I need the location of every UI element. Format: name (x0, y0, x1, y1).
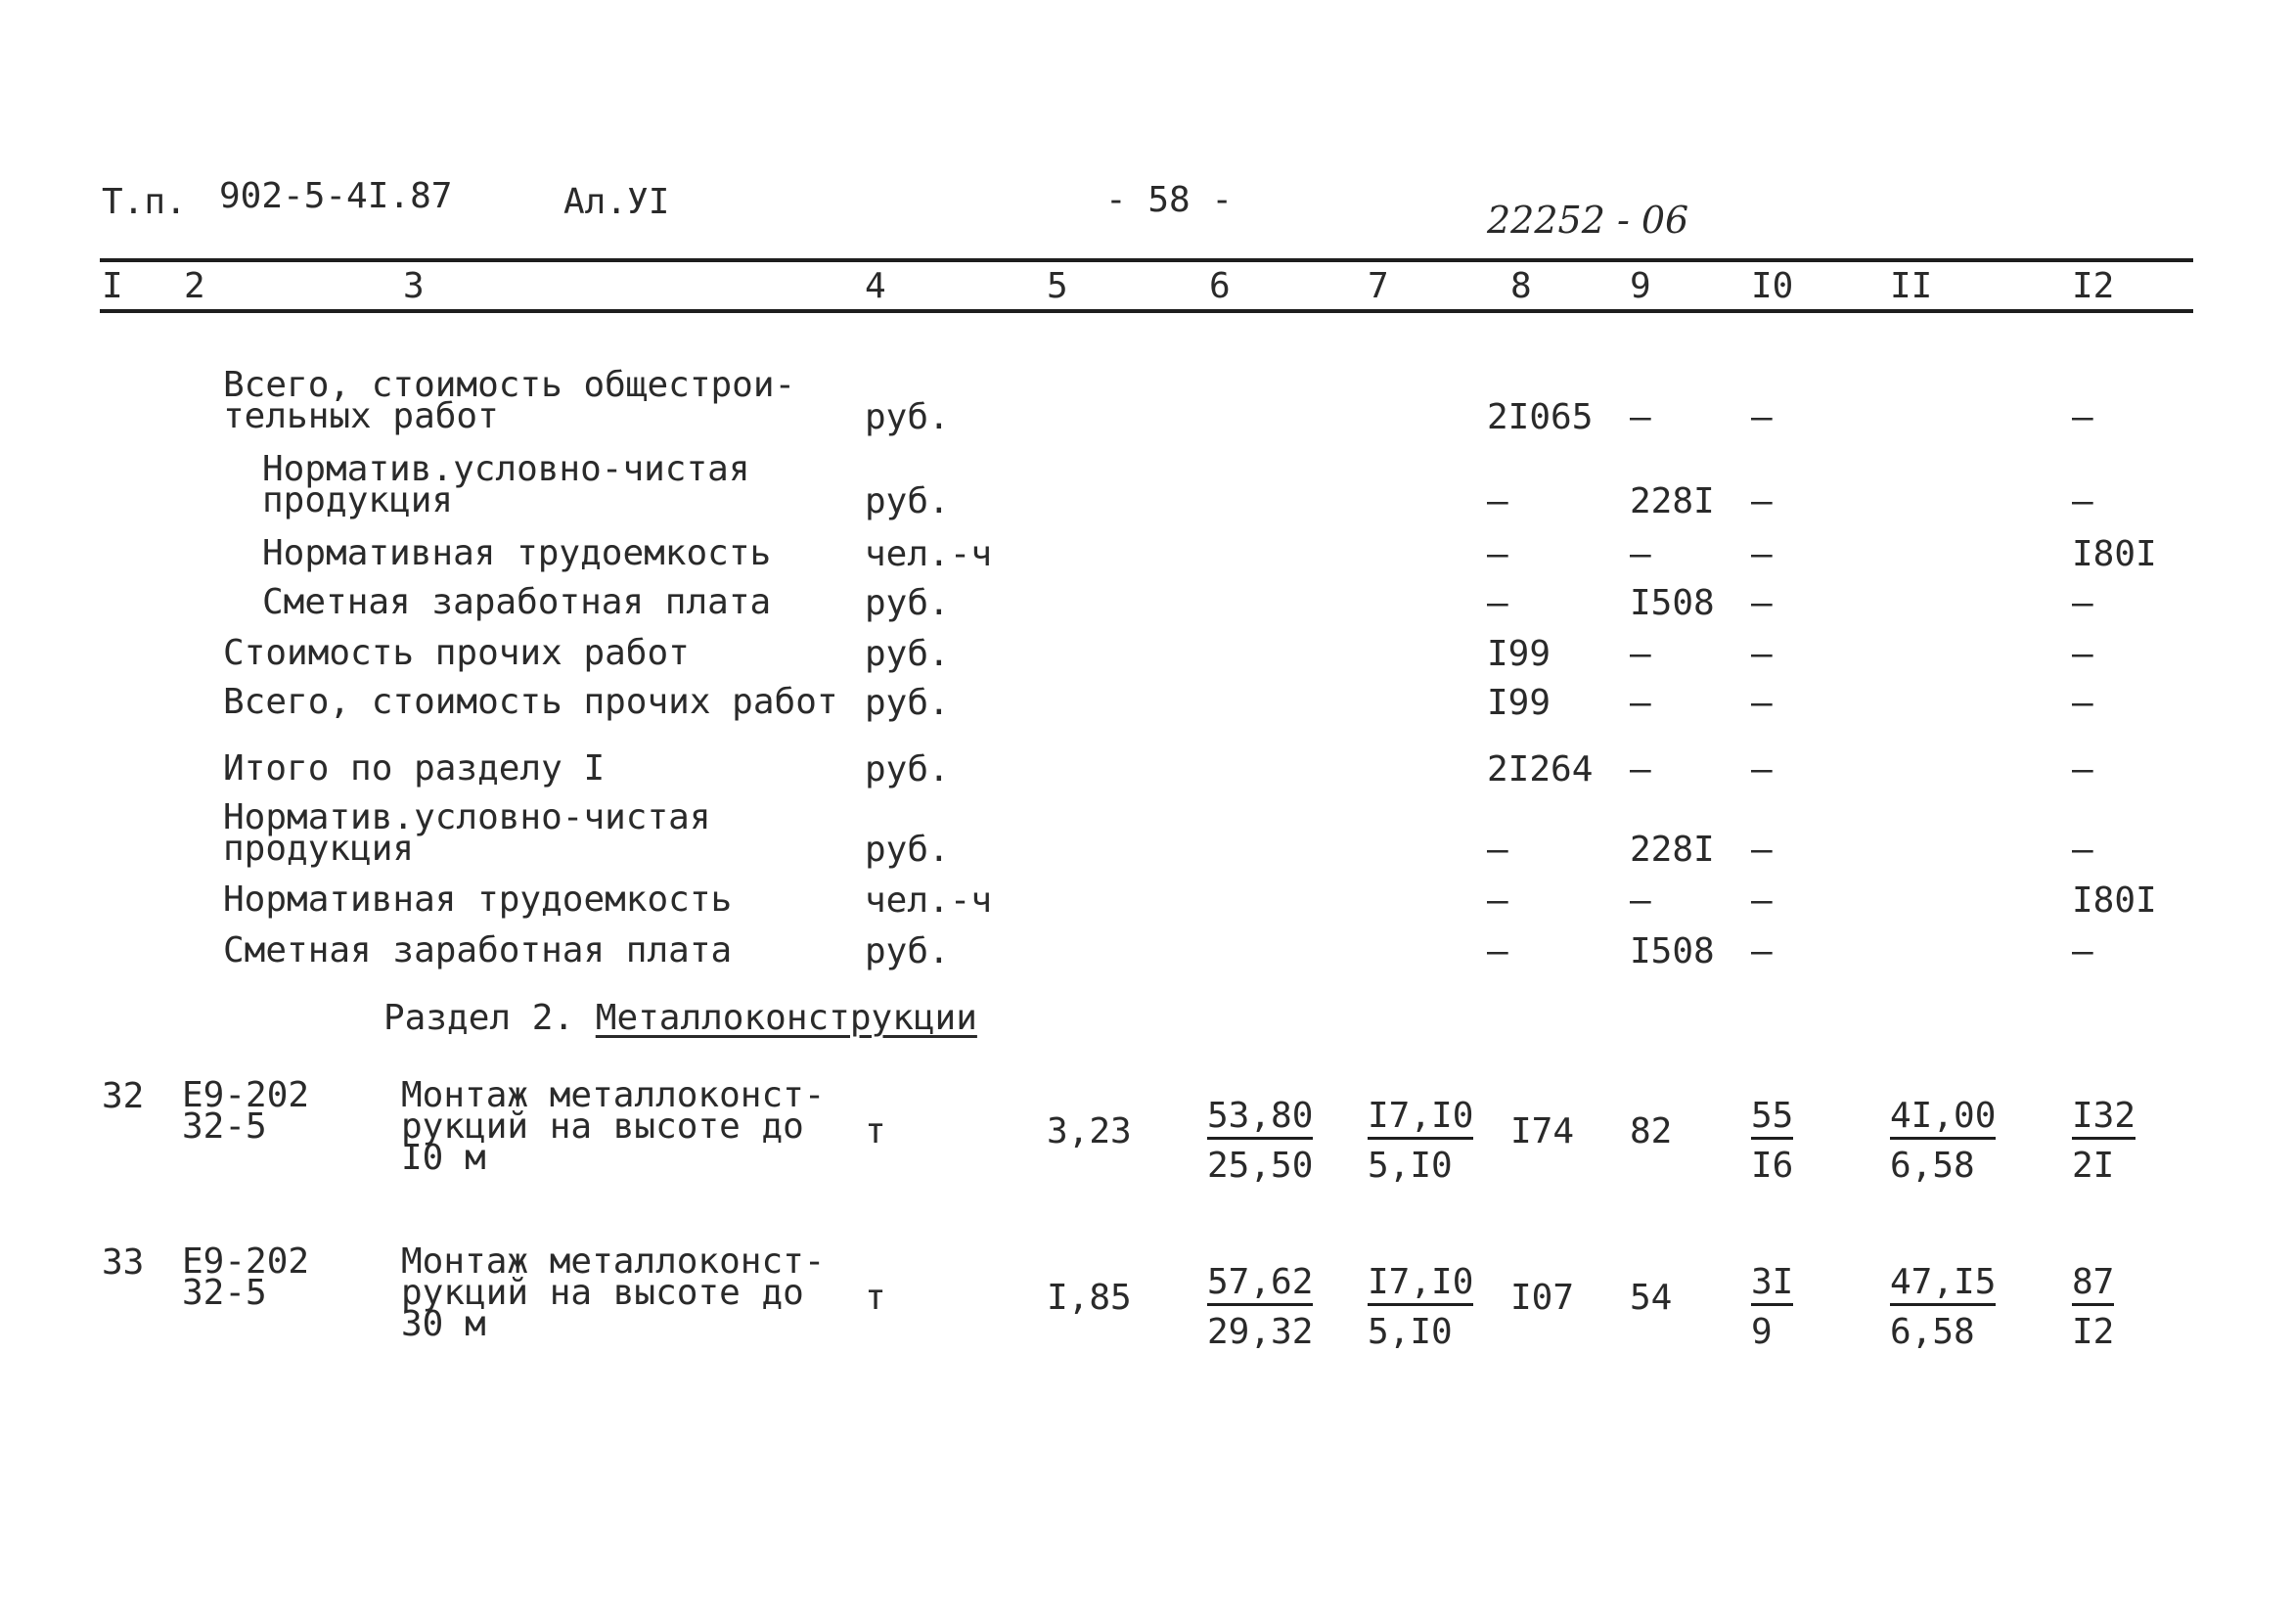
project-code: 902-5-4I.87 (219, 176, 453, 216)
item-description: Монтаж металлоконст- рукций на высоте до I0 м (401, 1075, 826, 1178)
item-col7-numerator: I7,I0 (1368, 1266, 1473, 1306)
item-col12-denominator: I2 (2072, 1312, 2115, 1352)
summary-label: Всего, стоимость прочих работ (223, 682, 838, 722)
summary-col9: 228I (1630, 481, 1715, 521)
column-number-2: 2 (184, 266, 205, 306)
summary-col10: – (1751, 880, 1773, 921)
item-col7-denominator: 5,I0 (1368, 1312, 1453, 1352)
summary-unit: руб. (865, 583, 950, 623)
column-number-1: I (102, 266, 123, 306)
column-number-9: 9 (1630, 266, 1651, 306)
column-number-11: II (1890, 266, 1933, 306)
item-col6 (1207, 1262, 1314, 1352)
item-col7-denominator: 5,I0 (1368, 1146, 1453, 1186)
summary-col10: – (1751, 749, 1773, 789)
summary-col9: – (1630, 534, 1651, 574)
item-col11-numerator: 47,I5 (1890, 1266, 1996, 1306)
item-col7 (1368, 1262, 1474, 1352)
column-number-3: 3 (403, 266, 425, 306)
summary-col8: 2I065 (1487, 397, 1594, 437)
summary-col12: – (2072, 481, 2093, 521)
item-col11-numerator: 4I,00 (1890, 1100, 1996, 1140)
summary-col12: – (2072, 683, 2093, 723)
summary-unit: руб. (865, 481, 950, 521)
item-col11 (1890, 1096, 1997, 1186)
item-col10-denominator: 9 (1751, 1312, 1773, 1352)
summary-col9: 228I (1630, 830, 1715, 870)
summary-unit: руб. (865, 683, 950, 723)
summary-label: Норматив.условно-чистая продукция (262, 449, 750, 520)
summary-unit: руб. (865, 397, 950, 437)
summary-unit: чел.-ч (865, 534, 993, 574)
summary-label: Нормативная трудоемкость (223, 880, 733, 920)
summary-col9: I508 (1630, 931, 1715, 971)
summary-col9: I508 (1630, 583, 1715, 623)
summary-col10: – (1751, 830, 1773, 870)
section-prefix: Раздел 2. (383, 998, 575, 1038)
summary-col9: – (1630, 683, 1651, 723)
item-number: 32 (102, 1076, 145, 1116)
summary-col12: – (2072, 931, 2093, 971)
item-col12-denominator: 2I (2072, 1146, 2115, 1186)
item-col10-numerator: 55 (1751, 1100, 1793, 1140)
summary-col10: – (1751, 534, 1773, 574)
item-code: Е9-202 32-5 (182, 1075, 310, 1147)
summary-col10: – (1751, 634, 1773, 674)
item-col9: 82 (1630, 1111, 1673, 1151)
doc-type: Т.п. (102, 182, 187, 222)
summary-col12: – (2072, 830, 2093, 870)
column-number-8: 8 (1510, 266, 1532, 306)
summary-col10: – (1751, 481, 1773, 521)
album-number: Ал.УI (563, 182, 670, 222)
summary-label: Нормативная трудоемкость (262, 533, 772, 573)
summary-col12: – (2072, 583, 2093, 623)
item-col6-denominator: 25,50 (1207, 1146, 1314, 1186)
summary-col12: I80I (2072, 534, 2157, 574)
summary-label: Сметная заработная плата (223, 930, 733, 970)
summary-label: Итого по разделу I (223, 748, 606, 789)
summary-col8: – (1487, 880, 1508, 921)
summary-unit: руб. (865, 830, 950, 870)
item-col8: I74 (1510, 1111, 1575, 1151)
item-col12-numerator: 87 (2072, 1266, 2114, 1306)
summary-unit: руб. (865, 931, 950, 971)
column-number-6: 6 (1209, 266, 1231, 306)
summary-label: Сметная заработная плата (262, 582, 772, 622)
summary-col8: 2I264 (1487, 749, 1594, 789)
item-col12-numerator: I32 (2072, 1100, 2136, 1140)
column-number-12: I2 (2072, 266, 2115, 306)
summary-col9: – (1630, 397, 1651, 437)
summary-col10: – (1751, 931, 1773, 971)
item-col7-numerator: I7,I0 (1368, 1100, 1473, 1140)
section-heading (383, 998, 977, 1038)
item-unit: т (865, 1278, 886, 1318)
summary-col10: – (1751, 583, 1773, 623)
summary-col8: – (1487, 534, 1508, 574)
summary-col8: I99 (1487, 634, 1551, 674)
page-number: - 58 - (1105, 180, 1234, 220)
item-unit: т (865, 1111, 886, 1151)
summary-unit: руб. (865, 634, 950, 674)
item-col8: I07 (1510, 1278, 1575, 1318)
summary-col8: – (1487, 931, 1508, 971)
column-number-4: 4 (865, 266, 886, 306)
summary-col8: – (1487, 583, 1508, 623)
summary-col12: – (2072, 634, 2093, 674)
item-col7 (1368, 1096, 1474, 1186)
summary-col12: – (2072, 749, 2093, 789)
summary-col10: – (1751, 397, 1773, 437)
item-quantity: I,85 (1047, 1278, 1132, 1318)
handwritten-number: 22252 - 06 (1487, 199, 1689, 242)
item-col9: 54 (1630, 1278, 1673, 1318)
summary-col9: – (1630, 880, 1651, 921)
summary-col12: I80I (2072, 880, 2157, 921)
section-title: Металлоконструкции (595, 998, 977, 1038)
item-col11-denominator: 6,58 (1890, 1146, 1975, 1186)
item-col12 (2072, 1096, 2136, 1186)
item-quantity: 3,23 (1047, 1111, 1132, 1151)
item-code: Е9-202 32-5 (182, 1241, 310, 1313)
header-rule-bottom (100, 309, 2193, 313)
column-number-5: 5 (1047, 266, 1068, 306)
column-number-10: I0 (1751, 266, 1794, 306)
item-col10 (1751, 1262, 1794, 1352)
item-col12 (2072, 1262, 2115, 1352)
summary-label: Всего, стоимость общестрои- тельных работ (223, 365, 796, 436)
item-col11 (1890, 1262, 1997, 1352)
item-col6-numerator: 53,80 (1207, 1100, 1313, 1140)
summary-col9: – (1630, 749, 1651, 789)
item-col10 (1751, 1096, 1794, 1186)
summary-unit: руб. (865, 749, 950, 789)
summary-col8: – (1487, 830, 1508, 870)
item-description: Монтаж металлоконст- рукций на высоте до 30 м (401, 1241, 826, 1344)
item-number: 33 (102, 1242, 145, 1283)
item-col6-denominator: 29,32 (1207, 1312, 1314, 1352)
summary-label: Норматив.условно-чистая продукция (223, 797, 711, 869)
summary-col9: – (1630, 634, 1651, 674)
item-col6 (1207, 1096, 1314, 1186)
item-col10-numerator: 3I (1751, 1266, 1793, 1306)
header-rule-top (100, 258, 2193, 262)
summary-col8: I99 (1487, 683, 1551, 723)
item-col10-denominator: I6 (1751, 1146, 1794, 1186)
summary-col12: – (2072, 397, 2093, 437)
summary-label: Стоимость прочих работ (223, 633, 690, 673)
summary-col10: – (1751, 683, 1773, 723)
item-col11-denominator: 6,58 (1890, 1312, 1975, 1352)
item-col6-numerator: 57,62 (1207, 1266, 1313, 1306)
summary-unit: чел.-ч (865, 880, 993, 921)
summary-col8: – (1487, 481, 1508, 521)
column-number-7: 7 (1368, 266, 1389, 306)
